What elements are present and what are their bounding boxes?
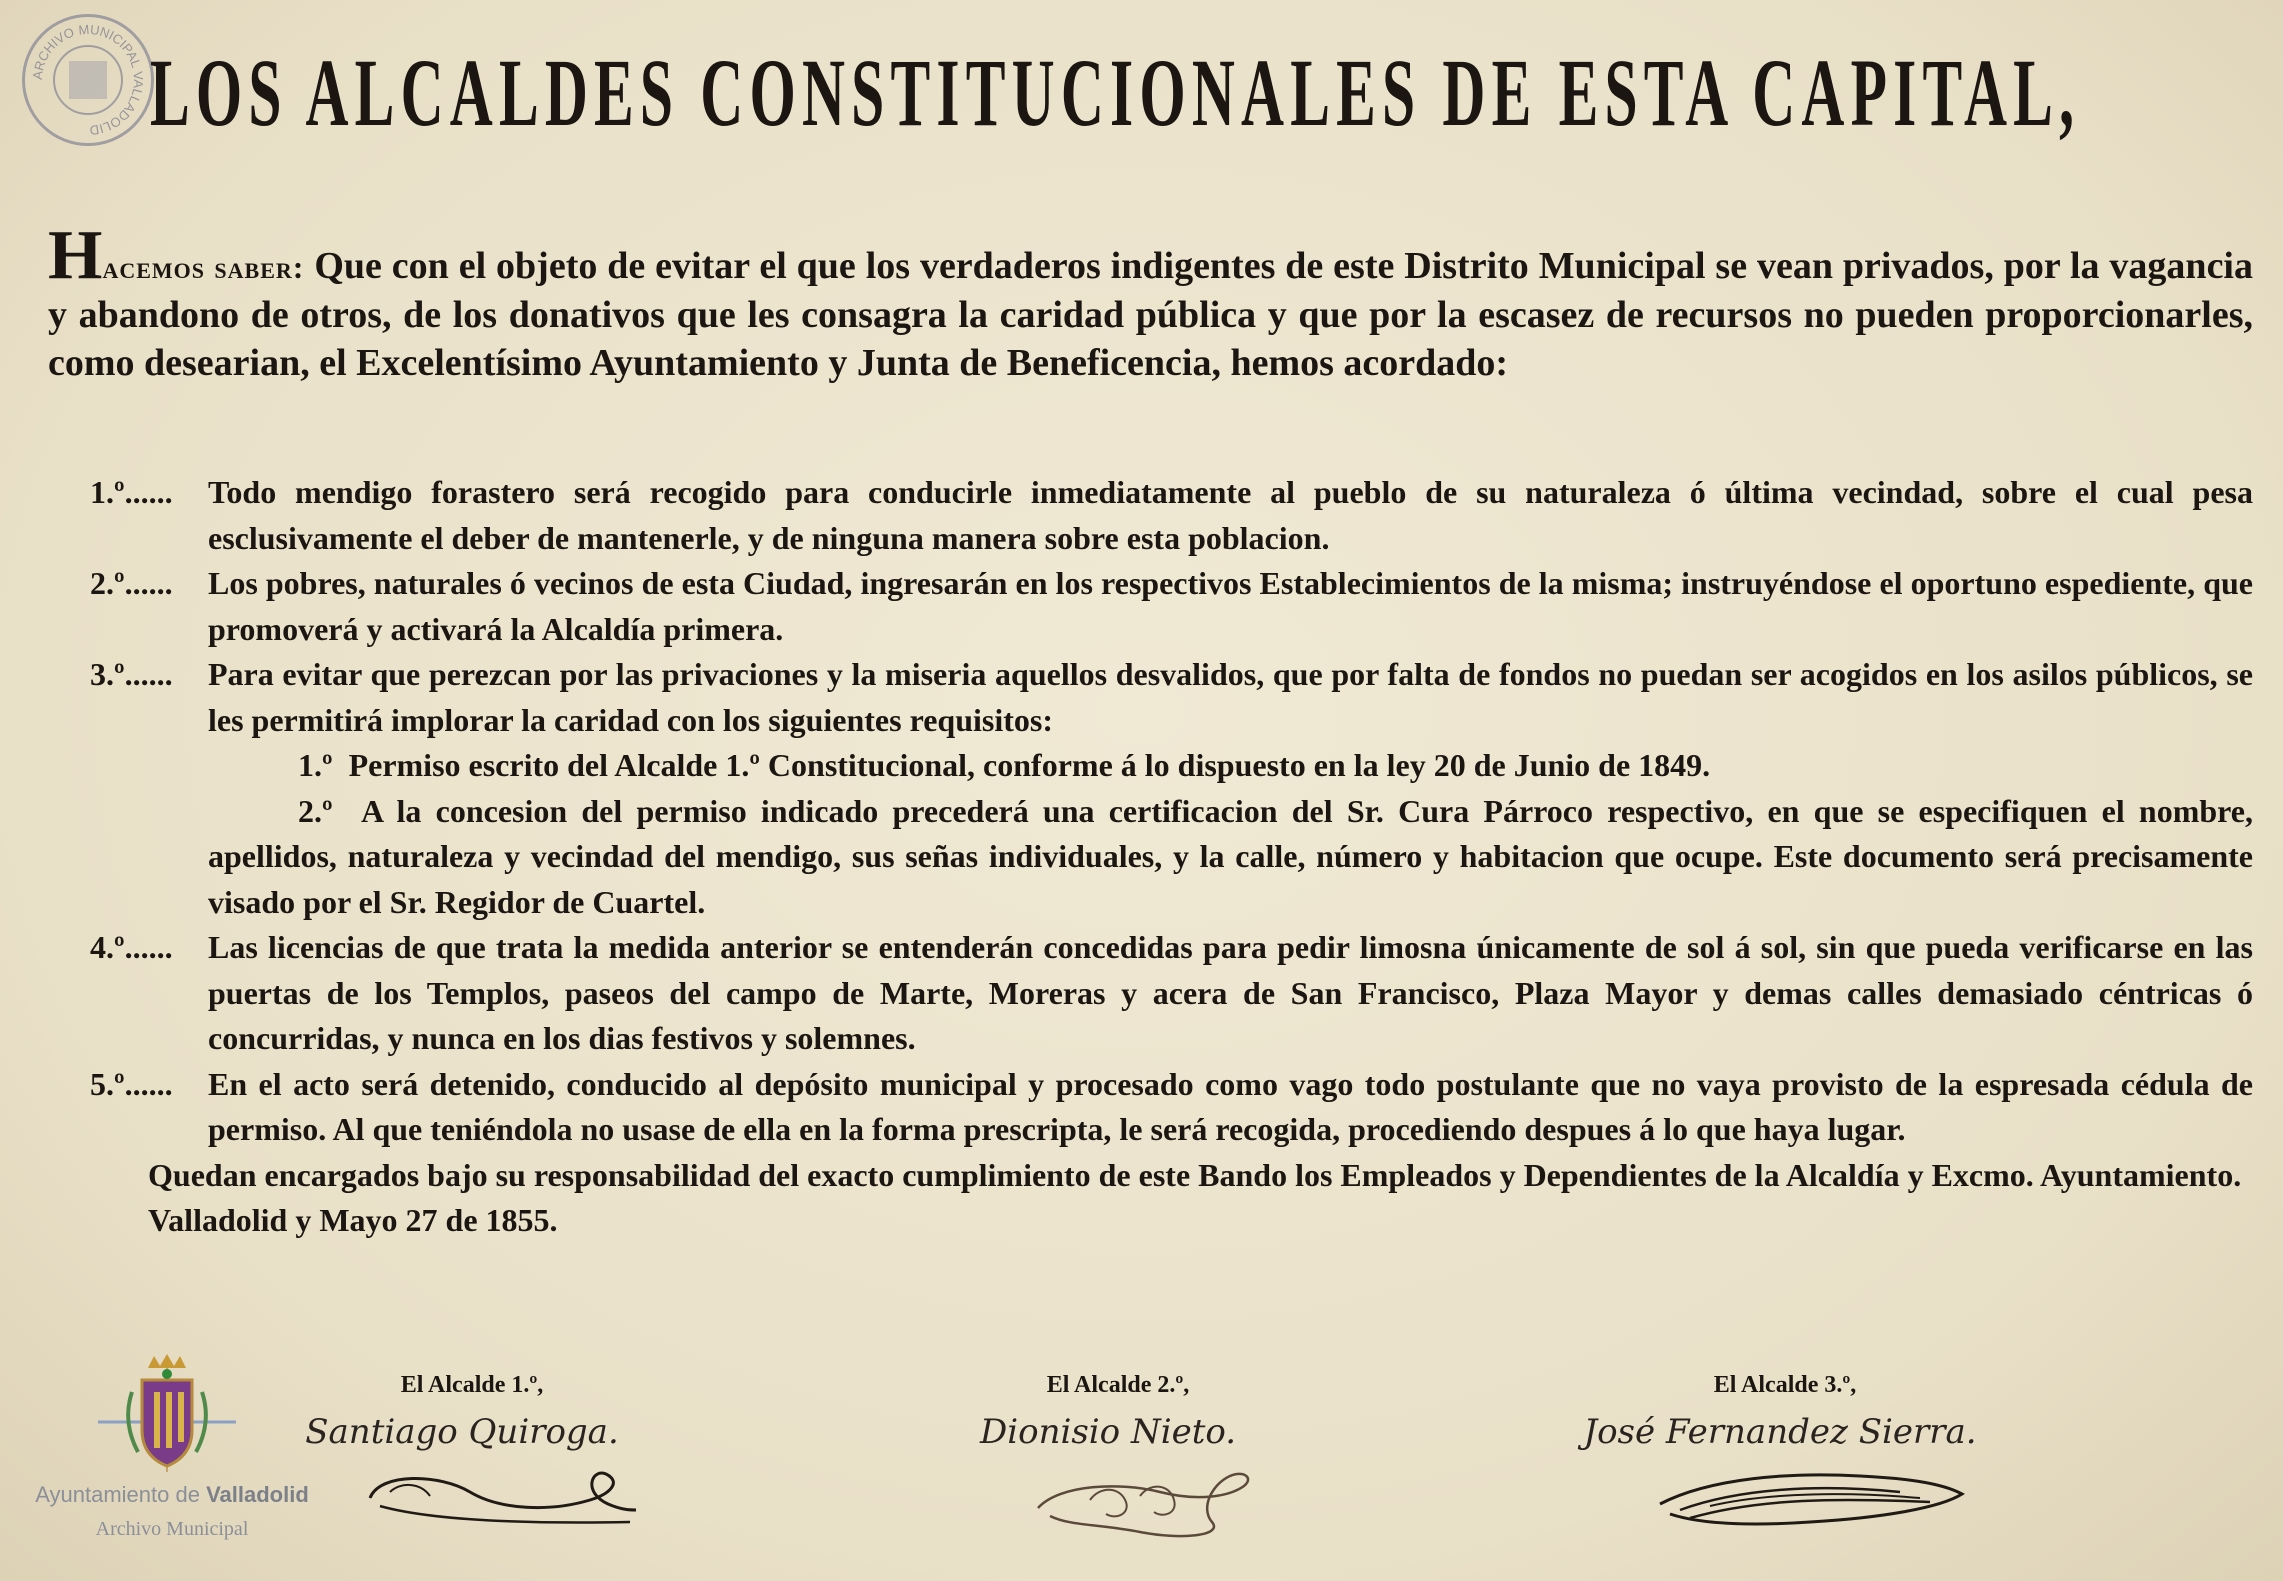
requisito-2 bbox=[48, 789, 2253, 926]
page-title: LOS ALCALDES CONSTITUCIONALES DE ESTA CAPITAL, bbox=[150, 39, 2081, 146]
requisito-number: 1.º bbox=[298, 747, 333, 783]
ayuntamiento-watermark bbox=[22, 1482, 322, 1508]
articles-list bbox=[48, 470, 2253, 1244]
signer-2-signature: Dionisio Nieto. bbox=[979, 1412, 1237, 1452]
intro-body: Que con el objeto de evitar el que los verdaderos indigentes de este Distrito Municipal se vean privados, por la vagancia y abandono de otros, de los donativos que les consagra la caridad pública y que por la escasez de recursos no pueden proporcionarles, como desearian, el Excelentísimo Ayuntamiento y Junta de Beneficencia, hemos acordado: bbox=[48, 245, 2253, 384]
intro-lead: acemos saber: bbox=[102, 249, 305, 285]
article-number: 1.º...... bbox=[90, 474, 173, 510]
article-text: Todo mendigo forastero será recogido para conducirle inmediatamente al pueblo de su naturaleza ó última vecindad, sobre el cual pesa esclusivamente el deber de mantenerle, y de ninguna manera sobre esta poblacion. bbox=[208, 474, 2253, 556]
signer-1-signature: Santiago Quiroga. bbox=[305, 1412, 619, 1452]
requisito-text: A la concesion del permiso indicado precederá una certificacion del Sr. Cura Párroco respectivo, en que se especifiquen el nombre, apellidos, naturaleza y vecindad del mendigo, sus señas individuales, y la calle, número y habitacion que ocupe. Este documento será precisamente visado por el Sr. Regidor de Cuartel. bbox=[208, 792, 2254, 920]
requisito-text: Permiso escrito del Alcalde 1.º Constitucional, conforme á lo dispuesto en la ley 20 de Junio de 1849. bbox=[348, 747, 1711, 783]
signer-1-flourish bbox=[360, 1452, 640, 1536]
article-4 bbox=[48, 925, 2253, 1062]
date-line: Valladolid y Mayo 27 de 1855. bbox=[148, 1202, 558, 1238]
article-5 bbox=[48, 1062, 2253, 1153]
requisito-number: 2.º bbox=[298, 792, 333, 829]
intro-dropcap: H bbox=[48, 217, 103, 294]
article-number: 2.º...... bbox=[90, 565, 173, 601]
article-1 bbox=[48, 470, 2253, 561]
signer-3-signature: José Fernandez Sierra. bbox=[1583, 1412, 1977, 1452]
ayto-city: Valladolid bbox=[206, 1482, 309, 1507]
city-coat-of-arms bbox=[92, 1352, 242, 1476]
article-text: Para evitar que perezcan por las privaciones y la miseria aquellos desvalidos, que por falta de fondos no puedan ser acogidos en los asilos públicos, se les permitirá implorar la caridad con los siguientes requisitos: bbox=[208, 656, 2253, 738]
intro-paragraph bbox=[48, 217, 2253, 387]
signer-1-role: El Alcalde 1.º, bbox=[400, 1372, 544, 1398]
article-number: 3.º...... bbox=[90, 656, 173, 692]
svg-text:ARCHIVO MUNICIPAL VALLADOLID: ARCHIVO MUNICIPAL VALLADOLID bbox=[29, 21, 147, 139]
ayto-prefix: Ayuntamiento de bbox=[35, 1482, 207, 1507]
article-3 bbox=[48, 652, 2253, 743]
signer-2-flourish bbox=[1030, 1456, 1260, 1546]
archivo-watermark: Archivo Municipal bbox=[95, 1518, 249, 1540]
article-2 bbox=[48, 561, 2253, 652]
signer-3-flourish bbox=[1650, 1448, 1970, 1540]
article-text: Las licencias de que trata la medida anterior se entenderán concedidas para pedir limosna únicamente de sol á sol, sin que pueda verificarse en las puertas de los Templos, paseos del campo de Marte, Moreras y acera de San Francisco, Plaza Mayor y demas calles demasiado céntricas ó concurridas, y nunca en los dias festivos y solemnes. bbox=[208, 929, 2253, 1056]
article-number: 5.º...... bbox=[90, 1065, 173, 1102]
requisito-1 bbox=[48, 743, 2253, 789]
article-text: Los pobres, naturales ó vecinos de esta Ciudad, ingresarán en los respectivos Establecimientos de la misma; instruyéndose el oportuno espediente, que promoverá y activará la Alcaldía primera. bbox=[208, 565, 2253, 647]
archive-stamp bbox=[22, 14, 154, 146]
closing-paragraph: Quedan encargados bajo su responsabilidad del exacto cumplimiento de este Bando los Empleados y Dependientes de la Alcaldía y Excmo. Ayuntamiento. bbox=[148, 1156, 2242, 1193]
article-text: En el acto será detenido, conducido al depósito municipal y procesado como vago todo postulante que no vaya provisto de la espresada cédula de permiso. Al que teniéndola no usase de ella en la forma prescripta, le será recogida, procediendo despues á lo que haya lugar. bbox=[208, 1065, 2253, 1147]
signer-2-role: El Alcalde 2.º, bbox=[1046, 1372, 1190, 1398]
signer-3-role: El Alcalde 3.º, bbox=[1713, 1372, 1857, 1398]
article-number: 4.º...... bbox=[90, 929, 173, 965]
